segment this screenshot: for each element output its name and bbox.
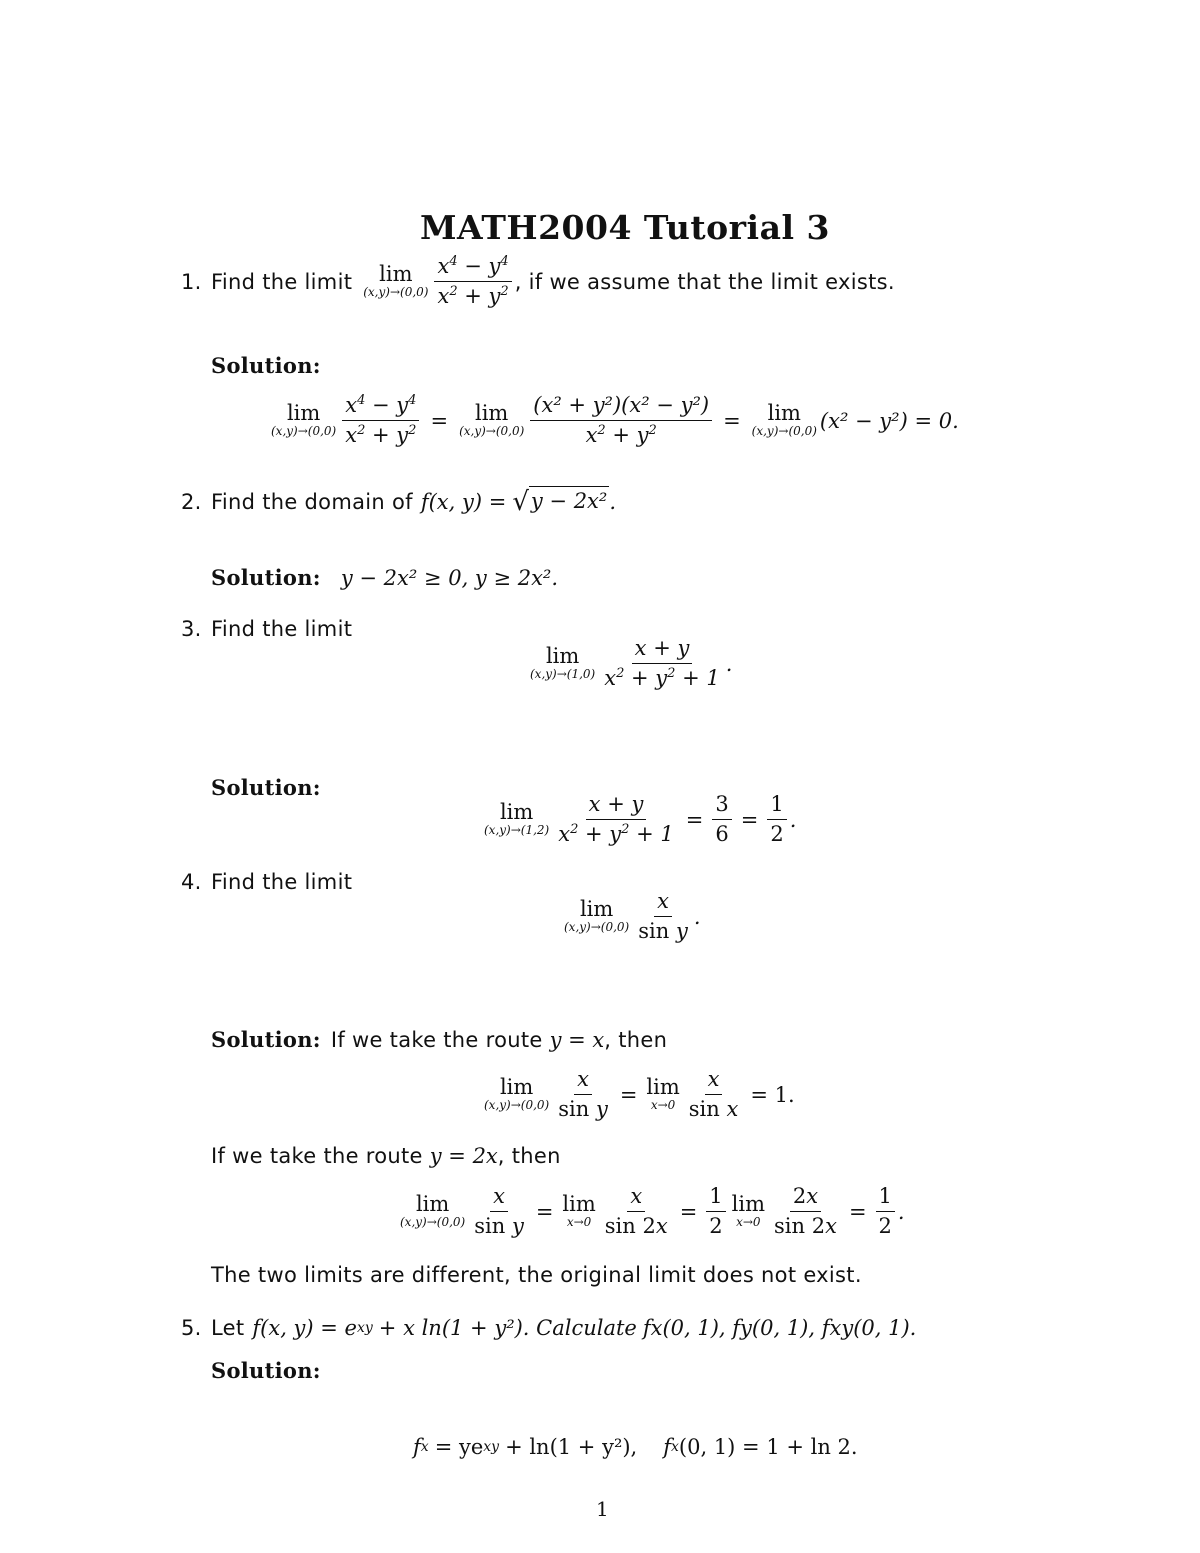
solution-5-equation: f x = ye xy + ln(1 + y²), f x (0, 1) = 1 + ln 2. [413,1435,858,1459]
solution-4-route-2: If we take the route y = 2x , then [211,1144,561,1168]
problem-1-text: Find the limit [211,269,353,294]
solution-2: Solution: y − 2x² ≥ 0, y ≥ 2x². [211,565,559,590]
solution-4-conclusion: The two limits are different, the original limit does not exist. [211,1263,862,1287]
problem-5: 5. Let f(x, y) = e xy + x ln(1 + y²). Calculate fx(0, 1), fy(0, 1), fxy(0, 1). [181,1316,917,1340]
solution-3-equation: lim (x,y)→(1,2) $\frac{x + y}{x^2 + y^2 + 1}$ = $\frac{3}{6}$ = $\frac{1}{2}$ . [484,792,797,847]
page-number: 1 [596,1497,609,1521]
fraction: $\frac{x^4 - y^4}{x^2 + y^2}$ [434,255,511,308]
problem-3-equation: lim (x,y)→(1,0) $\frac{x + y}{x^2 + y^2 + 1}$ . [530,636,733,691]
page-title: MATH2004 Tutorial 3 [420,208,830,247]
problem-4-equation: lim (x,y)→(0,0) $\frac{x}{\text{sin y}}$ . [564,889,701,944]
problem-1 [181,255,895,308]
solution-4-equation-1: lim (x,y)→(0,0) $\frac{x}{\text{sin y}}$ = lim x→0 $\frac{x}{\text{sin x}}$ = 1. [484,1067,795,1122]
problem-4-number: 4. [181,870,202,894]
solution-label-3: Solution: [211,775,321,800]
solution-label-5: Solution: [211,1358,321,1383]
problem-2-number: 2. [181,489,202,514]
problem-3 [181,617,352,641]
solution-4-equation-2: lim (x,y)→(0,0) $\frac{x}{\text{sin y}}$ = lim x→0 $\frac{x}{\sin 2x}$ = $\frac{1}{2}$ lim x→0 $\frac{2x}{\sin 2x}$ = $\frac{1}{2}$ . [400,1184,905,1239]
problem-3-text: Find the limit [211,617,353,641]
solution-label-1: Solution: [211,353,321,378]
problem-3-number: 3. [181,617,202,641]
problem-1-number: 1. [181,269,202,294]
problem-4-text: Find the limit [211,870,353,894]
problem-1-text-after: , if we assume that the limit exists. [514,269,895,294]
problem-4 [181,870,352,894]
solution-1-equation: lim (x,y)→(0,0) $\frac{x^4 - y^4}{x^2 + y^2}$ = lim (x,y)→(0,0) $\frac{\text{(x² + y²)(x² − y²)}}{x^2 + y^2}$ = lim (x,y)→(0,0) (x² − y²) = 0. [271,393,959,448]
problem-5-number: 5. [181,1316,202,1340]
limit-operator: lim (x,y)→(0,0) [363,261,429,299]
problem-2: 2. Find the domain of f(x, y) = √y − 2x² . [181,487,617,517]
solution-4-route-1: Solution: If we take the route y = x , then [211,1027,668,1052]
problem-2-text: Find the domain of [211,489,413,514]
